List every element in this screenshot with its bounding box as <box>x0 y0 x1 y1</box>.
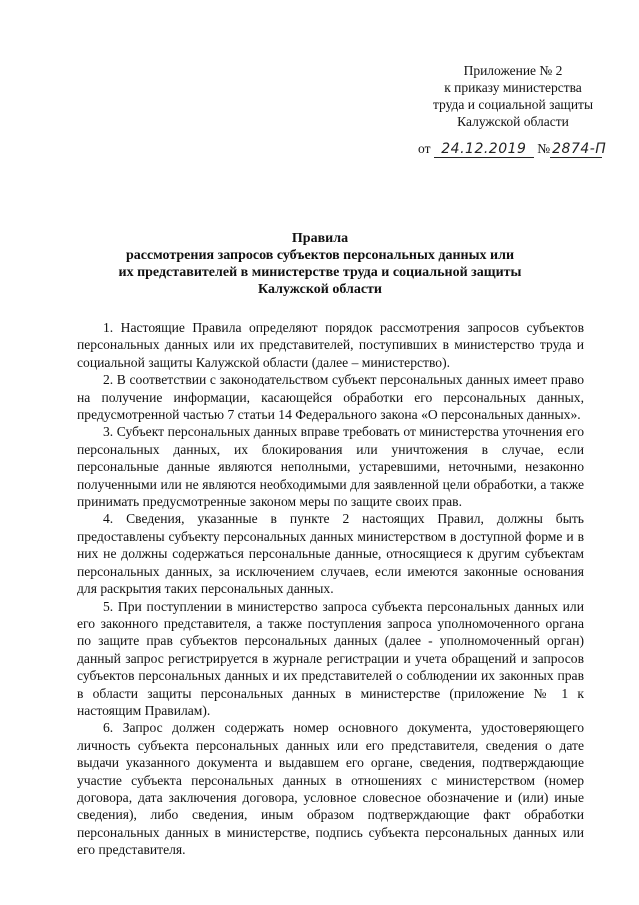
paragraph-3: 3. Субъект персональных данных вправе требовать от министерства уточнения его персональных данных, их блокирования или уничтожения в случае, если персональные данные являются неполными, устаревшими, неточными, незаконно полученными или не являются необходимыми для заявленной цели обработки, а также принимать предусмотренные законом меры по защите своих прав. <box>77 424 584 510</box>
appendix-line-3: труда и социальной защиты <box>432 97 594 112</box>
paragraph-4: 4. Сведения, указанные в пункте 2 настоящих Правил, должны быть предоставлены субъекту персональных данных министерством в доступной форме и в них не должны содержаться персональные данные, относящиеся к другим субъектам персональных данных, за исключением случаев, если имеются законные основания для раскрытия таких персональных данных. <box>77 511 584 597</box>
handwritten-number: 2874-П <box>552 141 607 157</box>
appendix-line-1: Приложение № 2 <box>463 63 563 78</box>
paragraph-6: 6. Запрос должен содержать номер основного документа, удостоверяющего личность субъекта персональных данных или его представителя, сведения о дате выдачи указанного документа и выдавшем его органе, сведения, подтверждающие участие субъекта персональных данных в отношениях с министерством (номер договора, дата заключения договора, условное словесное обозначение и (или) иные сведения), либо сведения, иным образом подтверждающие факт обработки персональных данных в министерстве, подпись субъекта персональных данных или его представителя. <box>77 720 584 858</box>
paragraph-5: 5. При поступлении в министерство запроса субъекта персональных данных или его законного представителя, а также поступления запроса уполномоченного органа по защите прав субъектов персональных данных (далее - уполномоченный орган) данный запрос регистрируется в журнале регистрации и учета обращений и запросов субъектов персональных данных и их представителей о соблюдении их законных прав в области защиты персональных данных в министерстве (приложение № 1 к настоящим Правилам). <box>77 598 584 718</box>
paragraph-2: 2. В соответствии с законодательством субъект персональных данных имеет право на получение информации, касающейся обработки его персональных данных, предусмотренной частью 7 статьи 14 Федерального закона «О персональных данных». <box>77 372 584 423</box>
handwritten-date: 24.12.2019 <box>434 142 534 158</box>
document-body <box>77 319 584 859</box>
from-label: от <box>418 141 431 156</box>
appendix-line-2: к приказу министерства <box>444 80 582 95</box>
title-line-2: рассмотрения запросов субъектов персональных данных или <box>125 248 515 263</box>
appendix-line-4: Калужской области <box>457 114 569 129</box>
appendix-block <box>404 62 622 130</box>
title-line-1: Правила <box>291 231 349 246</box>
document-title <box>80 230 560 298</box>
number-label: № <box>537 141 551 156</box>
title-line-4: Калужской области <box>258 282 382 297</box>
order-date-line <box>418 141 623 158</box>
paragraph-1: 1. Настоящие Правила определяют порядок рассмотрения запросов субъектов персональных данных или их представителей, поступивших в министерство труда и социальной защиты Калужской области (далее – министерство). <box>77 320 584 370</box>
title-line-3: их представителей в министерстве труда и социальной защиты <box>118 265 522 280</box>
